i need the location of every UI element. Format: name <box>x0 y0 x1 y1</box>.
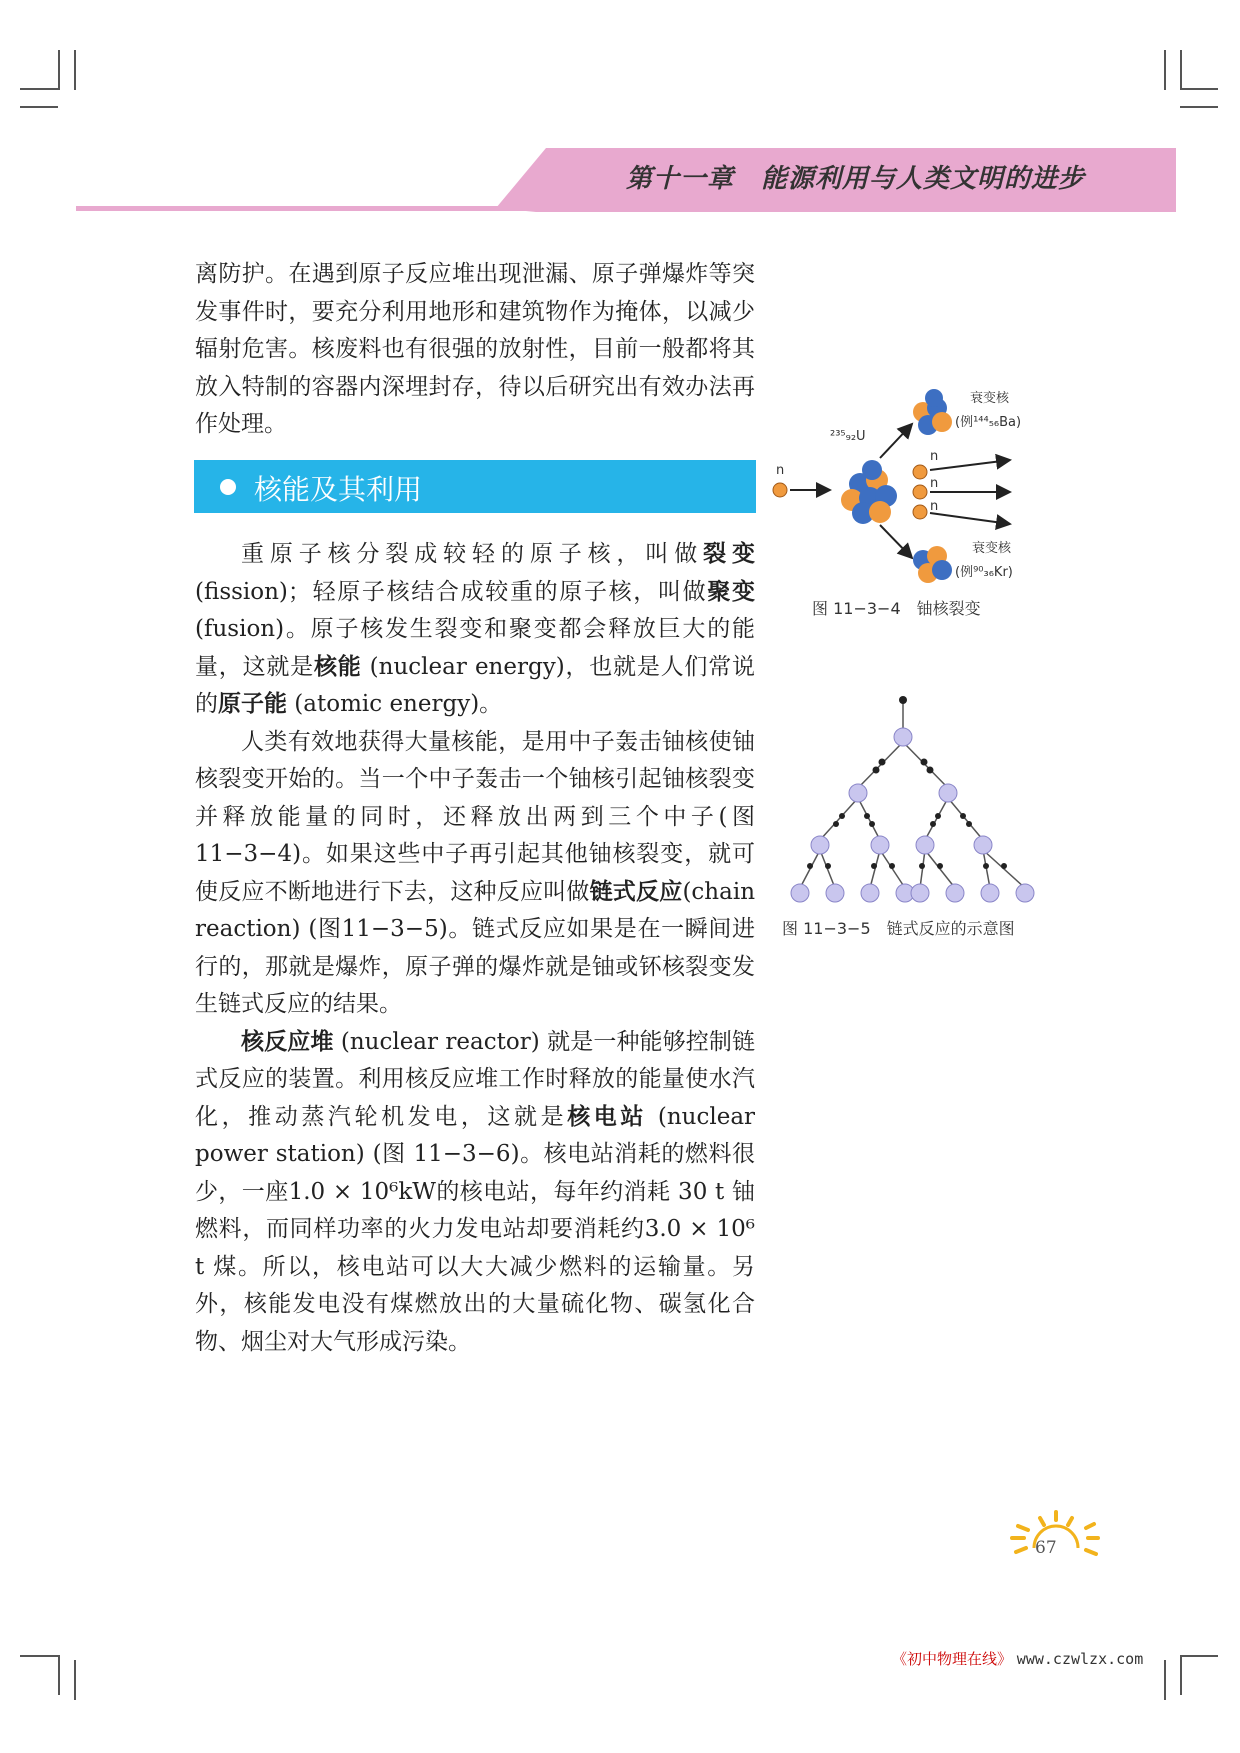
crop-mark <box>20 106 58 108</box>
svg-text:n: n <box>930 476 939 491</box>
footer-brand: 《初中物理在线》 <box>892 1650 1013 1668</box>
neutron-label: n <box>776 463 785 478</box>
decay-example-bottom: (例⁹⁰₃₆Kr) <box>955 565 1013 580</box>
incoming-neutron <box>773 483 787 497</box>
crop-mark <box>1180 88 1218 90</box>
uranium-nucleus <box>841 460 897 524</box>
crop-mark <box>1164 50 1166 90</box>
crop-mark <box>1180 1655 1218 1657</box>
chapter-header-title <box>626 158 1085 195</box>
crop-mark <box>1180 1655 1182 1695</box>
uranium-label: ²³⁵₉₂U <box>830 429 866 444</box>
term-nuclear-energy: 核能 <box>313 653 362 680</box>
chain-links <box>800 702 1025 888</box>
figure-caption-fission: 图 11−3−4 铀核裂变 <box>812 599 981 618</box>
paragraph-chain-reaction: 人类有效地获得大量核能，是用中子轰击铀核使铀核裂变开始的。当一个中子轰击一个铀核引起铀核裂变并释放能量的同时，还释放出两到三个中子(图11−3−4)。如果这些中子再引起其他铀核裂变，就可使反应不断地进行下去，这种反应叫做链式反应(chain reaction) (图11−3−5)。链式反应如果是在一瞬间进行的，那就是爆炸，原子弹的爆炸就是铀或钚核裂变发生链式反应的结果。 <box>195 728 756 1017</box>
term-chain-reaction: 链式反应 <box>589 878 683 905</box>
crop-mark <box>1180 50 1182 90</box>
figure-caption-chain: 图 11−3−5 链式反应的示意图 <box>782 919 1015 938</box>
bullet-dot <box>220 479 236 495</box>
crop-mark <box>1180 106 1218 108</box>
nucleus-nodes <box>791 728 1034 902</box>
svg-text:n: n <box>930 499 939 514</box>
term-nuclear-reactor: 核反应堆 <box>241 1028 334 1055</box>
decay-nucleus-top <box>913 389 952 435</box>
crop-mark <box>20 1655 58 1657</box>
main-body <box>195 536 755 1361</box>
crop-mark <box>20 88 58 90</box>
figure-chain-reaction <box>770 690 1050 910</box>
term-fusion: 聚变 <box>707 578 755 605</box>
footer-url: www.czwlzx.com <box>1016 1650 1144 1668</box>
chapter-title: 能源利用与人类文明的进步 <box>760 164 1085 194</box>
decay-label-bottom: 衰变核 <box>972 541 1012 556</box>
section-heading: 核能及其利用 <box>254 473 423 506</box>
top-paragraph: 离防护。在遇到原子反应堆出现泄漏、原子弹爆炸等突发事件时，要充分利用地形和建筑物作为掩体，以减少辐射危害。核废料也有很强的放射性，目前一般都将其放入特制的容器内深埋封存，待以后研究出有效办法再作处理。 <box>195 261 755 437</box>
term-nuclear-power-station: 核电站 <box>567 1103 647 1130</box>
crop-mark <box>58 50 60 90</box>
crop-mark <box>74 1660 76 1700</box>
decay-label-top: 衰变核 <box>970 391 1010 406</box>
crop-mark <box>1164 1660 1166 1700</box>
decay-example-top: (例¹⁴⁴₅₆Ba) <box>955 415 1022 430</box>
released-neutrons <box>913 449 1010 524</box>
paragraph-fission-fusion: 重原子核分裂成较轻的原子核，叫做裂变(fission)；轻原子核结合成较重的原子核，叫做聚变 (fusion)。原子核发生裂变和聚变都会释放巨大的能量，这就是核能 (nuclear energy)，也就是人们常说的原子能 (atomic energy)。 <box>195 541 756 717</box>
svg-text:n: n <box>930 449 939 464</box>
chapter-number: 第十一章 <box>625 164 734 194</box>
figure-uranium-fission <box>760 380 1060 590</box>
footer-watermark <box>892 1648 1143 1669</box>
decay-nucleus-bottom <box>913 546 952 583</box>
page-number: 67 <box>1035 1538 1057 1558</box>
crop-mark <box>74 50 76 90</box>
term-fission: 裂变 <box>703 541 756 567</box>
term-atomic-energy: 原子能 <box>218 691 287 717</box>
paragraph-reactor: 核反应堆 (nuclear reactor) 就是一种能够控制链式反应的装置。利用核反应堆工作时释放的能量使水汽化，推动蒸汽轮机发电，这就是核电站 (nuclear power station) (图 11−3−6)。核电站消耗的燃料很少，一座1.0 × 10⁶kW的核电站，每年约消耗 30 t 铀燃料，而同样功率的火力发电站却要消耗约3.0 × 10⁶ t 煤。所以，核电站可以大大减少燃料的运输量。另外，核能发电没有煤燃放出的大量硫化物、碳氢化合物、烟尘对大气形成污染。 <box>195 1028 756 1355</box>
crop-mark <box>58 1655 60 1695</box>
section-heading-bar <box>194 460 756 513</box>
